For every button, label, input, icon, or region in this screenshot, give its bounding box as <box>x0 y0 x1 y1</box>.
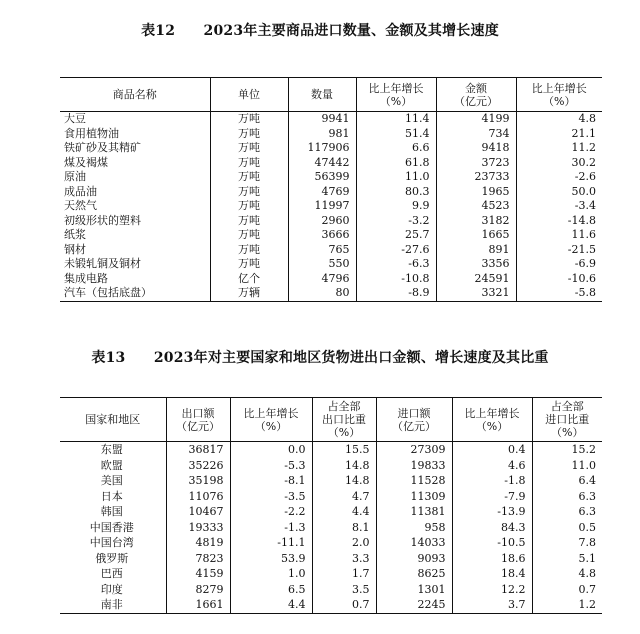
cell-commodity-name: 纸浆 <box>60 228 210 243</box>
cell-amount: 3356 <box>436 257 516 272</box>
table12-header-row <box>60 78 602 112</box>
cell-import: 27309 <box>376 442 452 458</box>
cell-export-growth: -3.5 <box>230 489 312 505</box>
cell-export-growth: -5.3 <box>230 458 312 474</box>
cell-amount: 3723 <box>436 156 516 171</box>
cell-quantity-growth: -8.9 <box>356 286 436 301</box>
cell-unit: 万吨 <box>210 185 288 200</box>
cell-amount: 9418 <box>436 141 516 156</box>
cell-quantity-growth: 61.8 <box>356 156 436 171</box>
cell-quantity: 3666 <box>288 228 356 243</box>
cell-amount-growth: 21.1 <box>571 126 596 140</box>
cell-import-growth: 12.2 <box>452 582 532 598</box>
cell-quantity: 117906 <box>288 141 356 156</box>
cell-amount-growth: 11.2 <box>571 141 596 154</box>
cell-region: 欧盟 <box>60 458 166 474</box>
cell-quantity: 9941 <box>288 112 356 127</box>
header-quantity: 数量 <box>288 78 356 112</box>
cell-export-share: 2.0 <box>312 535 376 551</box>
header-quantity-growth: 比上年增长 （%） <box>356 78 436 112</box>
cell-export-share: 0.7 <box>312 597 376 613</box>
table-row <box>60 442 602 458</box>
cell-amount-growth: -14.8 <box>567 213 596 227</box>
cell-import-share: 0.5 <box>578 520 596 534</box>
cell-amount-growth: 4.8 <box>578 112 596 125</box>
cell-import: 11381 <box>376 504 452 520</box>
cell-quantity: 2960 <box>288 214 356 229</box>
cell-quantity: 4796 <box>288 272 356 287</box>
cell-unit: 万吨 <box>210 141 288 156</box>
cell-unit: 万吨 <box>210 112 288 127</box>
table-row <box>60 199 602 214</box>
cell-quantity-growth: -6.3 <box>356 257 436 272</box>
cell-unit: 万吨 <box>210 127 288 142</box>
cell-region: 俄罗斯 <box>60 551 166 567</box>
cell-export-share: 4.4 <box>312 504 376 520</box>
cell-unit: 万吨 <box>210 243 288 258</box>
cell-export-growth: 53.9 <box>230 551 312 567</box>
cell-import-growth: -7.9 <box>452 489 532 505</box>
cell-unit: 万吨 <box>210 170 288 185</box>
cell-commodity-name: 成品油 <box>60 185 210 200</box>
table-row <box>60 597 602 613</box>
cell-export: 10467 <box>166 504 230 520</box>
cell-amount: 24591 <box>436 272 516 287</box>
cell-import-growth: 18.4 <box>452 566 532 582</box>
table13-header-row <box>60 398 602 442</box>
cell-import: 958 <box>376 520 452 536</box>
cell-import: 11528 <box>376 473 452 489</box>
cell-region: 中国台湾 <box>60 535 166 551</box>
table-row <box>60 156 602 171</box>
header-amount-growth: 比上年增长 （%） <box>516 78 602 112</box>
cell-import-share: 4.8 <box>578 567 596 580</box>
cell-export-share: 15.5 <box>312 442 376 458</box>
header-import-growth: 比上年增长 （%） <box>452 398 532 442</box>
cell-commodity-name: 初级形状的塑料 <box>60 214 210 229</box>
cell-export-share: 3.5 <box>312 582 376 598</box>
table-row <box>60 286 602 301</box>
cell-amount-growth: -3.4 <box>574 199 596 212</box>
cell-export: 35226 <box>166 458 230 474</box>
header-amount: 金额 （亿元） <box>436 78 516 112</box>
header-import: 进口额 （亿元） <box>376 398 452 442</box>
table-row <box>60 243 602 258</box>
cell-import-share: 15.2 <box>571 443 596 456</box>
cell-unit: 万吨 <box>210 257 288 272</box>
table-row <box>60 535 602 551</box>
header-export-share: 占全部 出口比重 （%） <box>312 398 376 442</box>
cell-quantity-growth: 25.7 <box>356 228 436 243</box>
cell-commodity-name: 大豆 <box>60 112 210 127</box>
header-commodity-name: 商品名称 <box>60 78 210 112</box>
cell-import-share: 6.3 <box>578 489 596 503</box>
cell-export: 1661 <box>166 597 230 613</box>
cell-export-share: 1.7 <box>312 566 376 582</box>
cell-import: 1301 <box>376 582 452 598</box>
cell-amount-growth: 11.6 <box>571 228 596 241</box>
cell-quantity-growth: 9.9 <box>356 199 436 214</box>
cell-import-share: 1.2 <box>578 598 596 611</box>
table-row <box>60 582 602 598</box>
cell-commodity-name: 集成电路 <box>60 272 210 287</box>
table12-body <box>60 112 602 302</box>
table12-commodity-imports <box>60 77 602 302</box>
cell-amount: 3321 <box>436 286 516 301</box>
table13-body <box>60 442 602 614</box>
table-row <box>60 228 602 243</box>
cell-amount-growth: 30.2 <box>571 155 596 169</box>
cell-import-share: 7.8 <box>578 536 596 549</box>
cell-export-growth: 4.4 <box>230 597 312 613</box>
table-row <box>60 185 602 200</box>
cell-import: 14033 <box>376 535 452 551</box>
cell-import: 19833 <box>376 458 452 474</box>
table-row <box>60 566 602 582</box>
cell-export: 4159 <box>166 566 230 582</box>
cell-amount-growth: -10.6 <box>567 271 596 285</box>
cell-export: 36817 <box>166 442 230 458</box>
cell-amount-growth: -21.5 <box>567 242 596 256</box>
cell-quantity: 56399 <box>288 170 356 185</box>
cell-commodity-name: 未锻轧铜及铜材 <box>60 257 210 272</box>
cell-import-share: 0.7 <box>578 582 596 596</box>
cell-amount-growth: -2.6 <box>574 170 596 183</box>
cell-amount: 4523 <box>436 199 516 214</box>
cell-quantity: 80 <box>288 286 356 301</box>
table-row <box>60 458 602 474</box>
cell-quantity: 765 <box>288 243 356 258</box>
cell-unit: 万吨 <box>210 199 288 214</box>
cell-import: 2245 <box>376 597 452 613</box>
header-export-growth: 比上年增长 （%） <box>230 398 312 442</box>
cell-commodity-name: 汽车（包括底盘） <box>60 286 210 301</box>
cell-quantity-growth: -27.6 <box>356 243 436 258</box>
cell-import-share: 6.4 <box>578 474 596 487</box>
cell-export-growth: -11.1 <box>230 535 312 551</box>
cell-export: 11076 <box>166 489 230 505</box>
cell-export: 7823 <box>166 551 230 567</box>
cell-import-growth: 84.3 <box>452 520 532 536</box>
cell-export-growth: 1.0 <box>230 566 312 582</box>
cell-import-share: 6.3 <box>578 505 596 518</box>
cell-import-growth: -13.9 <box>452 504 532 520</box>
cell-quantity-growth: 11.0 <box>356 170 436 185</box>
cell-amount-growth: 50.0 <box>571 184 596 198</box>
cell-amount: 734 <box>436 127 516 142</box>
cell-export-growth: -1.3 <box>230 520 312 536</box>
cell-import-share: 5.1 <box>578 551 596 565</box>
cell-quantity: 11997 <box>288 199 356 214</box>
table-row <box>60 551 602 567</box>
cell-quantity: 981 <box>288 127 356 142</box>
table-row <box>60 127 602 142</box>
header-import-share: 占全部 进口比重 （%） <box>532 398 602 442</box>
cell-import-growth: 4.6 <box>452 458 532 474</box>
cell-region: 东盟 <box>60 442 166 458</box>
cell-unit: 万吨 <box>210 214 288 229</box>
table-row <box>60 272 602 287</box>
cell-import-growth: 3.7 <box>452 597 532 613</box>
cell-quantity-growth: 6.6 <box>356 141 436 156</box>
cell-amount: 3182 <box>436 214 516 229</box>
cell-unit: 万吨 <box>210 156 288 171</box>
cell-commodity-name: 铁矿砂及其精矿 <box>60 141 210 156</box>
table-row <box>60 504 602 520</box>
cell-export: 4819 <box>166 535 230 551</box>
cell-import: 11309 <box>376 489 452 505</box>
cell-quantity: 550 <box>288 257 356 272</box>
cell-quantity: 47442 <box>288 156 356 171</box>
cell-region: 美国 <box>60 473 166 489</box>
cell-import-growth: -10.5 <box>452 535 532 551</box>
cell-export-share: 3.3 <box>312 551 376 567</box>
cell-amount-growth: -6.9 <box>574 257 596 270</box>
cell-export-growth: -2.2 <box>230 504 312 520</box>
cell-export-share: 4.7 <box>312 489 376 505</box>
cell-unit: 万辆 <box>210 286 288 301</box>
table-row <box>60 473 602 489</box>
cell-region: 南非 <box>60 597 166 613</box>
table-row <box>60 170 602 185</box>
table-row <box>60 141 602 156</box>
header-unit: 单位 <box>210 78 288 112</box>
cell-quantity-growth: -10.8 <box>356 272 436 287</box>
cell-quantity-growth: 51.4 <box>356 127 436 142</box>
cell-export-growth: -8.1 <box>230 473 312 489</box>
cell-region: 巴西 <box>60 566 166 582</box>
cell-region: 日本 <box>60 489 166 505</box>
cell-import: 9093 <box>376 551 452 567</box>
cell-export-share: 14.8 <box>312 458 376 474</box>
cell-export-share: 14.8 <box>312 473 376 489</box>
cell-region: 中国香港 <box>60 520 166 536</box>
cell-import-growth: 18.6 <box>452 551 532 567</box>
cell-amount: 23733 <box>436 170 516 185</box>
cell-import-share: 11.0 <box>571 458 596 472</box>
cell-commodity-name: 钢材 <box>60 243 210 258</box>
cell-unit: 亿个 <box>210 272 288 287</box>
cell-amount: 891 <box>436 243 516 258</box>
cell-export: 35198 <box>166 473 230 489</box>
cell-export: 8279 <box>166 582 230 598</box>
table-row <box>60 520 602 536</box>
table-row <box>60 489 602 505</box>
table12-title: 表12 2023年主要商品进口数量、金额及其增长速度 <box>141 23 499 39</box>
cell-region: 印度 <box>60 582 166 598</box>
cell-region: 韩国 <box>60 504 166 520</box>
cell-export: 19333 <box>166 520 230 536</box>
cell-amount: 1665 <box>436 228 516 243</box>
cell-import: 8625 <box>376 566 452 582</box>
cell-export-growth: 0.0 <box>230 442 312 458</box>
cell-export-growth: 6.5 <box>230 582 312 598</box>
table13-regional-trade <box>60 397 602 614</box>
cell-unit: 万吨 <box>210 228 288 243</box>
cell-commodity-name: 天然气 <box>60 199 210 214</box>
header-region: 国家和地区 <box>60 398 166 442</box>
table13-title: 表13 2023年对主要国家和地区货物进出口金额、增长速度及其比重 <box>91 350 549 366</box>
cell-quantity-growth: -3.2 <box>356 214 436 229</box>
table-row <box>60 112 602 127</box>
cell-quantity-growth: 80.3 <box>356 185 436 200</box>
table-row <box>60 257 602 272</box>
cell-commodity-name: 煤及褐煤 <box>60 156 210 171</box>
cell-import-growth: 0.4 <box>452 442 532 458</box>
header-export: 出口额 （亿元） <box>166 398 230 442</box>
cell-commodity-name: 原油 <box>60 170 210 185</box>
cell-export-share: 8.1 <box>312 520 376 536</box>
cell-quantity-growth: 11.4 <box>356 112 436 127</box>
cell-quantity: 4769 <box>288 185 356 200</box>
table-row <box>60 214 602 229</box>
cell-commodity-name: 食用植物油 <box>60 127 210 142</box>
cell-amount-growth: -5.8 <box>574 286 596 299</box>
cell-amount: 1965 <box>436 185 516 200</box>
cell-amount: 4199 <box>436 112 516 127</box>
cell-import-growth: -1.8 <box>452 473 532 489</box>
